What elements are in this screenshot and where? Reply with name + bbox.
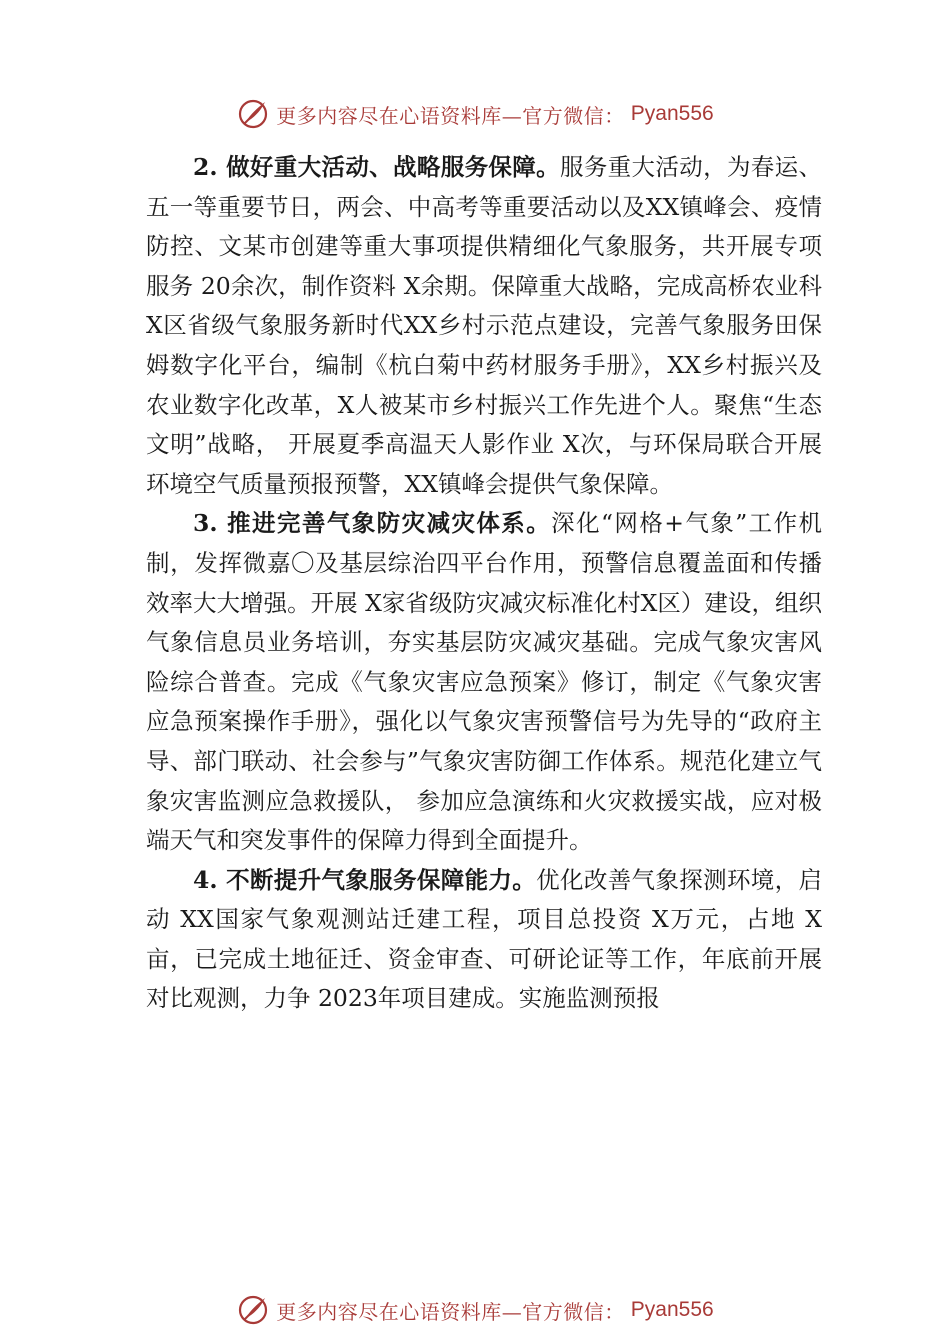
paragraph-heading: 3. 推进完善气象防灾减灾体系。 xyxy=(193,509,552,538)
watermark-handle: Pyan556 xyxy=(630,102,714,125)
paragraph-disaster-prevention xyxy=(146,504,822,860)
document-body xyxy=(146,148,822,1019)
watermark-text: 更多内容尽在心语资料库—官方微信： xyxy=(276,1299,625,1324)
header-watermark xyxy=(0,94,950,134)
pen-feather-icon xyxy=(236,1293,270,1327)
watermark-text: 更多内容尽在心语资料库—官方微信： xyxy=(276,103,625,128)
paragraph-text: 深化“网格+气象”工作机制，发挥微嘉〇及基层综治四平台作用，预警信息覆盖面和传播效率大大增强。开展 X家省级防灾减灾标准化村X区）建设，组织气象信息员业务培训，夯实基层防灾减灾基础。完成气象灾害风险综合普查。完成《气象灾害应急预案》修订，制定《气象灾害应急预案操作手册》，强化以气象灾害预警信号为先导的“政府主导、部门联动、社会参与”气象灾害防御工作体系。规范化建立气象灾害监测应急救援队， 参加应急演练和火灾救援实战，应对极端天气和突发事件的保障力得到全面提升。 xyxy=(146,509,823,855)
pen-feather-icon xyxy=(236,97,270,131)
paragraph-heading: 2. 做好重大活动、战略服务保障。 xyxy=(193,153,560,181)
paragraph-text: 优化改善气象探测环境，启动 XX国家气象观测站迁建工程，项目总投资 X万元，占地 X亩，已完成土地征迁、资金审查、可研论证等工作，年底前开展对比观测，力争 2023年项目建成。实施监测预报 xyxy=(146,865,823,1013)
footer-watermark xyxy=(0,1290,950,1330)
paragraph-service-capability xyxy=(146,861,822,1019)
paragraph-heading: 4. 不断提升气象服务保障能力。 xyxy=(193,865,537,894)
paragraph-event-support xyxy=(146,148,822,504)
watermark-handle: Pyan556 xyxy=(630,1298,714,1321)
paragraph-text: 服务重大活动，为春运、五一等重要节日，两会、中高考等重要活动以及XX镇峰会、疫情防控、文某市创建等重大事项提供精细化气象服务，共开展专项服务 20余次，制作资料 X余期。保障重大战略，完成高桥农业科X区省级气象服务新时代XX乡村示范点建设，完善气象服务田保姆数字化平台，编制《杭白菊中药材服务手册》，XX乡村振兴及农业数字化改革，X人被某市乡村振兴工作先进个人。聚焦“生态文明”战略， 开展夏季高温天人影作业 X次，与环保局联合开展环境空气质量预报预警，XX镇峰会提供气象保障。 xyxy=(146,153,822,498)
